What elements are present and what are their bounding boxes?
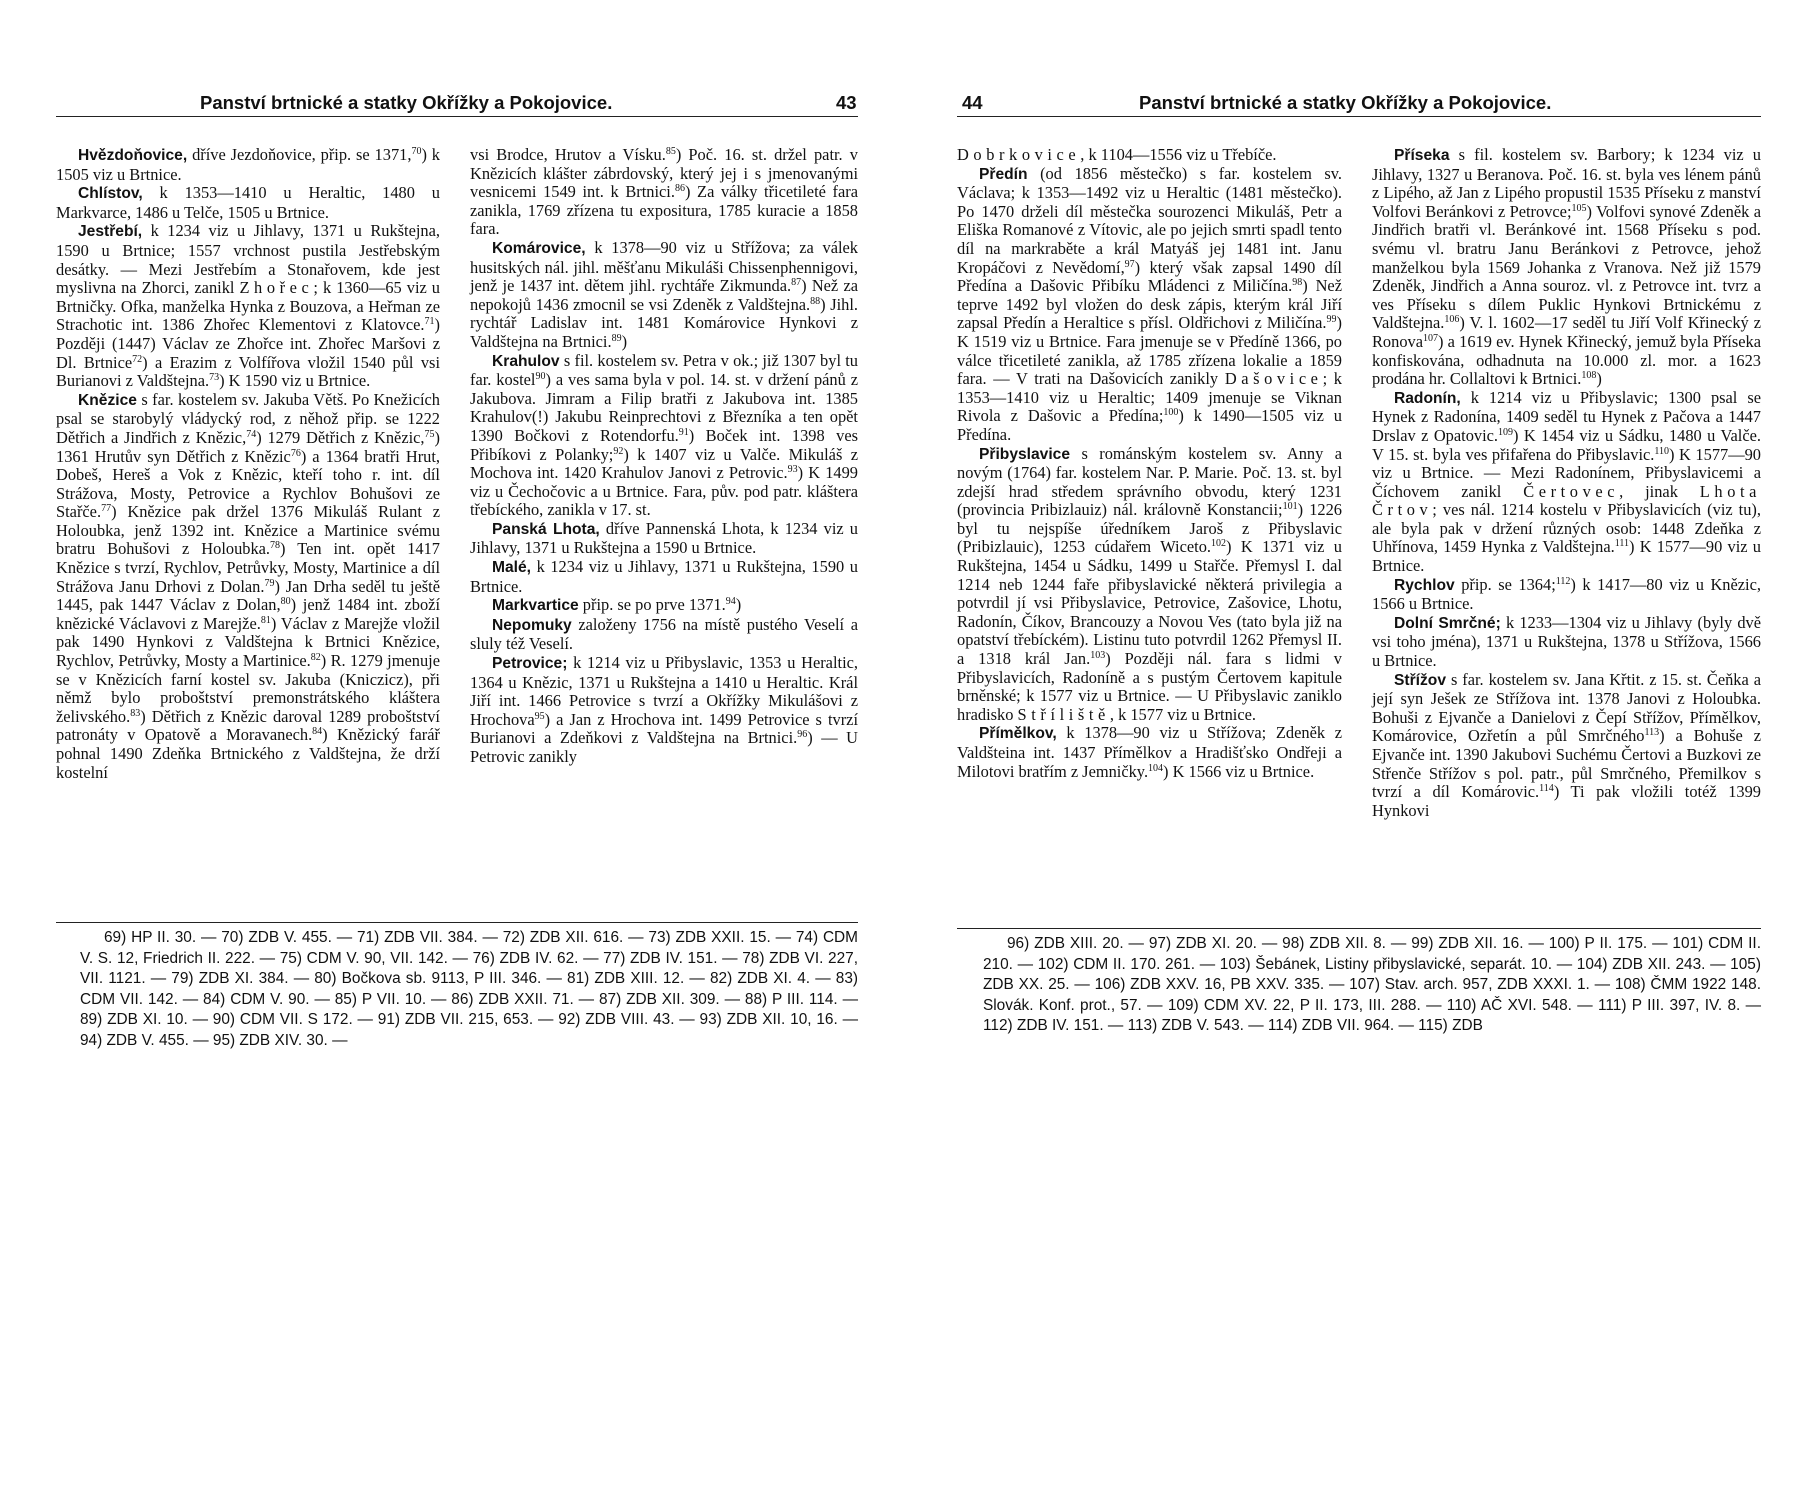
- text-run: ; ves nál. 1214 kostelu v Přibyslavicích (viz tu), ale byla pak v držení různých osob: 1448 Zdeňka z Uhřínova, 1459 Hynka z Valdštejna.: [1372, 500, 1761, 557]
- text-run: ) Později nál. fara s lidmi v Přibyslavicích, Radoníně a s pustým Čertovem kapitule brněnské; k 1577 viz u Brtnice. — U Přibyslavic zaniklo hradisko: [957, 649, 1343, 724]
- footnote-marker: 104: [1148, 762, 1164, 774]
- text-run: ) 1226 byl tu nejspíše úředníkem Jaroš z Přibyslavic (Pribizlauic), 1253 cúdařem Wiceto.: [957, 500, 1342, 557]
- paragraph: [56, 391, 440, 782]
- text-run: ) Než za nepokojů 1436 zmocnil se vsi Zdeněk z Valdštejna.: [470, 276, 858, 314]
- entry-headword: Předín: [979, 165, 1028, 183]
- footnote-marker: 110: [1654, 445, 1670, 457]
- text-run: ) K 1499 viz u Čechočovic a u Brtnice. Fara, pův. pod patr. kláštera třebíckého, zanikla v 17. st.: [470, 463, 858, 520]
- left-running-header: Panství brtnické a statky Okřížky a Pokojovice.: [200, 92, 613, 113]
- text-run: ) který však zapsal 1490 díl Předína a Dašovic Přibíku Mládenci z Miličína.: [957, 257, 1342, 296]
- text-run: ) a Bohuše z Ejvanče int. 1390 Jakubovi Suchému Čertovi a Buzkovi ze Střenče Střížov s pol. patr., půl Smrčného, Přemilkov s tvrzí a díl Komárovic.: [1372, 726, 1761, 802]
- text-run: s far. kostelem sv. Jana Křtit. z 15. st. Čeňka a její syn Ješek ze Střížova int. 1378 Janovi z Holoubka. Bohuši z Ejvanče a Danielovi z Čepí Střížov, Přímělkov, Komárovice, Ozřetín a půl Smrčného: [1372, 669, 1761, 746]
- footnote-marker: 79: [264, 577, 275, 589]
- text-run: vsi Brodce, Hrutov a Vísku.: [470, 145, 666, 164]
- paragraph: [470, 616, 858, 654]
- footnote-marker: 76: [290, 447, 301, 459]
- paragraph: [470, 596, 858, 616]
- text-run: ) Volfovi synové Zdeněk a Jindřich bratři vl. Beránkové int. 1568 Příseku s pod. svému vl. bratru Janu Beránkovi z Petrovce, jehož manželkou byla 1569 Johanka z Vranova. Než již 1579 Zdeněk, Jindřich a Anna souroz. vl. z Petrovce int. tvrz a ves Příseku s dílem Puklic Hynkovi Brtnickému z Valdštejna.: [1372, 201, 1761, 333]
- footnote-marker: 73: [209, 372, 220, 384]
- footnote-marker: 91: [678, 426, 689, 438]
- footnote-marker: 96: [797, 729, 808, 741]
- text-run: ): [621, 331, 628, 351]
- paragraph: [1372, 671, 1761, 821]
- text-run: k 1378—90 viz u Střížova; Zdeněk z Valdšteina int. 1437 Přímělkov a Hradišťsko Ondřeji a Milotovi bratřím z Jemničky.: [957, 723, 1342, 781]
- text-run: , jinak: [1619, 481, 1700, 501]
- text-run: přip. se po prve 1371.: [578, 595, 726, 615]
- footnote-marker: 72: [132, 353, 143, 365]
- text-run: k 1214 viz u Přibyslavic, 1353 u Heraltic, 1364 u Knězic, 1371 u Rukštejna a 1410 u Heraltic. Král Jiří int. 1466 Petrovice s tvrzí a Okřížky Mikulášovi z Hrochova: [470, 653, 858, 729]
- entry-headword: Komárovice,: [492, 239, 586, 257]
- spaced-place-name: Dašovice: [1224, 369, 1323, 389]
- text-run: ) Jihl. rychtář Ladislav int. 1481 Komárovice Hynkovi z Valdštejna na Brtnici.: [470, 294, 858, 351]
- left-footnote-rule: [56, 922, 858, 923]
- text-run: ) jenž 1484 int. zboží knězické Václavovi z Marejže.: [56, 595, 441, 633]
- footnote-marker: 85: [665, 146, 676, 157]
- footnote-marker: 111: [1614, 538, 1630, 550]
- footnote-marker: 88: [810, 295, 821, 307]
- entry-headword: Markvartice: [492, 597, 579, 615]
- spaced-place-name: Zhořec: [239, 278, 314, 298]
- footnote-marker: 86: [674, 183, 685, 195]
- left-footnotes-text: 69) HP II. 30. — 70) ZDB V. 455. — 71) ZDB VII. 384. — 72) ZDB XII. 616. — 73) ZDB XXII. 15. — 74) CDM V. S. 12, Friedrich II. 222. — 75) CDM V. 90, VII. 142. — 76) ZDB IV. 62. — 77) ZDB IV. 151. — 78) ZDB VI. 227, VII. 1121. — 79) ZDB XI. 384. — 80) Bočkova sb. 9113, P III. 346. — 81) ZDB XIII. 12. — 82) ZDB XI. 4. — 83) CDM VII. 142. — 84) CDM V. 90. — 85) P VII. 10. — 86) ZDB XXII. 71. — 87) ZDB XII. 309. — 88) P III. 114. — 89) ZDB XI. 10. — 90) CDM VII. S 172. — 91) ZDB VII. 215, 653. — 92) ZDB VIII. 43. — 93) ZDB XII. 10, 16. — 94) ZDB V. 455. — 95) ZDB XIV. 30. —: [80, 929, 858, 1049]
- text-run: ) K 1577—90 viz u Brtnice. — Mezi Radonínem, Přibyslavicemi a Číchovem zanikl: [1372, 444, 1761, 501]
- footnote-marker: 93: [787, 464, 798, 476]
- text-run: (od 1856 městečko) s far. kostelem sv. Václava; k 1353—1492 viz u Heraltic (1481 městečko). Po 1470 drželi díl městečka sourozenci Mikuláš, Petr a Eliška Romanové z Vítovic, ale po jejich smrti spadl tento díl na markraběte a král Matyáš jej 1481 int. Janu Kropáčovi z Nevědomí,: [957, 163, 1342, 277]
- paragraph: [56, 184, 440, 222]
- right-footnotes-text: 96) ZDB XIII. 20. — 97) ZDB XI. 20. — 98) ZDB XII. 8. — 99) ZDB XII. 16. — 100) P II. 175. — 101) CDM II. 210. — 102) CDM II. 170. 261. — 103) Šebánek, Listiny přibyslavické, separát. 10. — 104) ZDB XII. 243. — 105) ZDB XX. 25. — 106) ZDB XXV. 16, PB XXV. 335. — 107) Stav. arch. 957, ZDB XXXI. 1. — 108) ČMM 1922 148. Slovák. Konf. prot., 57. — 109) CDM XV. 22, P II. 173, III. 288. — 110) AČ XVI. 548. — 111) P III. 397, IV. 8. — 112) ZDB IV. 151. — 113) ZDB V. 543. — 114) ZDB VII. 964. — 115) ZDB: [983, 935, 1761, 1035]
- footnote-marker: 70: [411, 146, 422, 157]
- left-page-column-1: [56, 146, 440, 782]
- paragraph: [470, 239, 858, 352]
- text-run: s románským kostelem sv. Anny a novým (1764) far. kostelem Nar. P. Marie. Poč. 13. st. byl zdejší hrad středem správního obvodu, který 1231 (provincia Pribizlauiz) nál. královně Konstancii;: [957, 443, 1342, 520]
- footnote-marker: 90: [535, 371, 546, 383]
- text-run: ) Později (1447) Václav ze Zhořce int. Zhořec Maršovi z Dl. Brtnice: [56, 315, 440, 372]
- text-run: s fil. kostelem sv. Petra v ok.; již 1307 byl tu far. kostel: [470, 350, 858, 390]
- footnote-marker: 97: [1124, 258, 1135, 270]
- text-run: ) R. 1279 jmenuje se v Knězicích farní kostel sv. Jakuba (Kniczicz), při němž bylo proboštství premonstrátského kláštera želivského.: [56, 651, 440, 726]
- footnote-marker: 99: [1326, 314, 1337, 326]
- entry-headword: Jestřebí,: [78, 223, 143, 241]
- text-run: ) V. l. 1602—17 seděl tu Jiří Volf Křinecký z Ronova: [1372, 313, 1761, 351]
- paragraph: [1372, 576, 1761, 614]
- text-run: ) — U Petrovic zanikly: [470, 728, 858, 766]
- text-run: ) Než teprve 1492 byl vložen do desk zápis, kterým král Jiří zapsal Předín a Heraltice s přísl. Oldřichovi z Miličína.: [957, 276, 1342, 333]
- footnote-marker: 77: [101, 503, 112, 515]
- entry-headword: Knězice: [78, 391, 137, 409]
- text-run: s fil. kostelem sv. Barbory; k 1234 viz u Jihlavy, 1327 u Beranova. Poč. 16. st. byla ves lénem pánů z Lipého, až Jan z Lipého propustil 1535 Příseku z manství Volfovi Beránkovi z Petrovce;: [1372, 145, 1761, 221]
- text-run: ): [735, 595, 742, 615]
- right-footnotes: [983, 934, 1761, 1037]
- text-run: přip. se 1364;: [1454, 574, 1556, 594]
- text-run: ) K 1371 viz u Rukštejna, 1454 u Sádku, 1499 u Stařče. Přemysl I. dal 1214 neb 1244 faře přibyslavické některá privilegia a potvrdil jí vsi Přibyslavice, Petrovice, Zašovice, Lhotu, Radonín, Číkov, Brancouzy a Novou Ves (tato byla již na opatství třebíckém). Listinu tuto potvrdil 1262 Přemysl II. a 1318 král Jan.: [957, 537, 1343, 669]
- right-footnote-rule: [957, 928, 1761, 929]
- footnote-marker: 80: [280, 596, 291, 608]
- footnote-marker: 75: [424, 428, 435, 440]
- text-run: ) a Erazim z Volfířova vložil 1540 půl vsi Burianovi z Valdštejna.: [56, 352, 440, 391]
- spaced-place-name: Čertovec: [1523, 481, 1620, 501]
- text-run: ) a Jan z Hrochova int. 1499 Petrovice s tvrzí Burianovi a Zdeňkovi z Valdštejna na Brtnici.: [470, 709, 858, 748]
- text-run: , k 1577 viz u Brtnice.: [1109, 704, 1256, 724]
- text-run: ) K 1566 viz u Brtnice.: [1163, 761, 1315, 781]
- right-header-rule: [957, 116, 1761, 117]
- text-run: k 1353—1410 u Heraltic, 1480 u Markvarce, 1486 u Telče, 1505 u Brtnice.: [56, 183, 440, 222]
- text-run: ): [1596, 369, 1602, 389]
- entry-headword: Přímělkov,: [979, 725, 1057, 743]
- text-run: ) Poč. 16. st. držel patr. v Knězicích klášter zábrdovský, který jej i s jmenovanými vesnicemi 1549 int. k Brtnici.: [470, 145, 859, 202]
- footnote-marker: 113: [1644, 727, 1660, 739]
- text-run: ) Knězický farář pohnal 1490 Zdeňka Brtnického z Valdštejna, že drží kostelní: [56, 725, 440, 782]
- entry-headword: Rychlov: [1394, 576, 1455, 594]
- footnote-marker: 101: [1282, 501, 1298, 513]
- text-run: dříve Jezdoňovice, přip. se 1371,: [187, 145, 412, 164]
- footnote-marker: 87: [791, 277, 802, 289]
- entry-headword: Střížov: [1394, 671, 1446, 689]
- footnote-marker: 109: [1498, 426, 1514, 438]
- footnote-marker: 107: [1423, 332, 1438, 344]
- text-run: ; k 1353—1410 viz u Heraltic; 1409 jmenuje se Viknan Rivola z Dašovic a Předína;: [957, 369, 1342, 426]
- footnote-marker: 89: [611, 332, 622, 344]
- text-run: ) k 1490—1505 viz u Předína.: [957, 406, 1343, 444]
- text-run: k 1233—1304 viz u Jihlavy (byly dvě vsi toho jména), 1371 u Rukštejna, 1378 u Střížova, 1566 u Brtnice.: [1372, 612, 1761, 671]
- paragraph: [957, 724, 1342, 781]
- paragraph: [470, 146, 858, 239]
- paragraph: [1372, 389, 1761, 576]
- footnote-marker: 71: [424, 316, 435, 328]
- footnote-marker: 78: [270, 540, 281, 552]
- footnote-marker: 92: [613, 445, 624, 457]
- entry-headword: Panská Lhota,: [492, 520, 600, 538]
- footnote-marker: 98: [1292, 277, 1303, 289]
- spaced-place-name: Dobrkovice: [957, 145, 1081, 164]
- text-run: , k 1104—1556 viz u Třebíče.: [1080, 145, 1277, 164]
- text-run: založeny 1756 na místě pustého Veselí a sluly též Veselí.: [470, 614, 858, 654]
- footnote-marker: 114: [1539, 783, 1554, 795]
- text-run: ) k 1407 viz u Valče. Mikuláš z Mochova int. 1420 Krahulov Janovi z Petrovic.: [470, 444, 858, 483]
- text-run: ) Knězice pak držel 1376 Mikuláš Rulant z Holoubka, jenž 1392 int. Knězice a Martinice svému bratru Bohušovi z Holoubka.: [56, 502, 440, 559]
- paragraph: [1372, 146, 1761, 389]
- entry-headword: Chlístov,: [78, 185, 143, 203]
- footnote-marker: 82: [310, 652, 321, 664]
- text-run: ) k 1417—80 viz u Knězic, 1566 u Brtnice.: [1372, 574, 1761, 614]
- paragraph: [957, 445, 1342, 725]
- footnote-marker: 106: [1444, 314, 1460, 326]
- footnote-marker: 84: [312, 726, 323, 738]
- text-run: ; k 1360—65 viz u Brtničky. Ofka, manželka Hynka z Bouzova, a Heřman ze Strachotic int. 1386 Zhořec Klementovi z Klatovce.: [56, 278, 440, 335]
- text-run: ) k 1505 viz u Brtnice.: [56, 145, 440, 184]
- text-run: ) Václav z Marejže vložil pak 1490 Hynkovi z Valdštejna k Brtnici Knězice, Rychlov, Petrůvky, Mosty a Martinice.: [56, 613, 440, 671]
- text-run: ) Boček int. 1398 ves Přibíkovi z Polanky;: [470, 425, 858, 464]
- paragraph: [957, 146, 1342, 165]
- entry-headword: Malé,: [492, 559, 531, 577]
- footnote-marker: 81: [260, 614, 271, 626]
- entry-headword: Radonín,: [1394, 389, 1461, 407]
- text-run: ) Jan Drha seděl tu ještě 1445, pak 1447 Václav z Dolan,: [56, 576, 440, 615]
- paragraph: [957, 165, 1342, 445]
- footnote-marker: 108: [1581, 370, 1597, 382]
- paragraph: [470, 520, 858, 558]
- left-footnotes: [80, 928, 858, 1052]
- spaced-place-name: Lhota Črtov: [1372, 481, 1761, 520]
- text-run: k 1234 viz u Jihlavy, 1371 u Rukštejna, 1590 u Brtnice; 1557 vrchnost pustila Jestřebským desátky. — Mezi Jestřebím a Stonařovem, kde jest myslivna na Zhorci, zanikl: [56, 221, 440, 298]
- entry-headword: Přibyslavice: [979, 445, 1071, 463]
- text-run: ) 1361 Hrutův syn Dětřich z Knězic: [56, 427, 440, 466]
- footnote-marker: 112: [1555, 575, 1571, 587]
- footnote-marker: 103: [1090, 650, 1106, 662]
- paragraph: [56, 146, 440, 184]
- text-run: ) K 1454 viz u Sádku, 1480 u Valče. V 15. st. byla ves přifařena do Přibyslavic.: [1372, 425, 1761, 464]
- text-run: dříve Pannenská Lhota, k 1234 viz u Jihlavy, 1371 u Rukštejna a 1590 u Brtnice.: [470, 518, 858, 558]
- entry-headword: Petrovice;: [492, 655, 568, 673]
- paragraph: [470, 558, 858, 596]
- text-run: k 1378—90 viz u Střížova; za válek husitských nál. jihl. měšťanu Mikuláši Chissenphennigovi, jenž je 1437 int. dětem jihl. rychtáře Zikmunda.: [470, 237, 858, 296]
- footnote-marker: 74: [246, 428, 257, 440]
- paragraph: [470, 352, 858, 520]
- left-page-number: 43: [836, 92, 857, 113]
- text-run: ) a ves sama byla v pol. 14. st. v držení pánů z Jakubova. Jimram a Filip bratři z Jakubova int. 1385 Krahulov(!) Jakubu Reinprechtovi z Březníka a ten opět 1390 Bočkovi z Rotendorfu.: [470, 370, 858, 445]
- text-run: k 1234 viz u Jihlavy, 1371 u Rukštejna, 1590 u Brtnice.: [470, 557, 858, 596]
- text-run: ) a 1364 bratři Hrut, Dobeš, Hereš a Vok z Knězic, kteří toho r. int. díl Strážova, Mosty, Petrovice a Rychlov Bohušovi ze Stařče.: [56, 446, 441, 522]
- footnote-marker: 95: [534, 710, 545, 722]
- entry-headword: Příseka: [1394, 147, 1450, 164]
- text-run: ) K 1519 viz u Brtnice. Fara jmenuje se v Předíně 1366, po válce třicetileté zanikla, až 1785 zřízena lokalie a 1859 fara. — V trati na Dašovicích zanikly: [957, 313, 1342, 389]
- text-run: ) Ti pak vložili totéž 1399 Hynkovi: [1372, 782, 1761, 820]
- paragraph: [470, 654, 858, 767]
- right-page-column-1: [957, 146, 1342, 781]
- right-running-header: Panství brtnické a statky Okřížky a Pokojovice.: [1139, 92, 1552, 113]
- right-page-number: 44: [962, 92, 983, 113]
- footnote-marker: 105: [1571, 202, 1587, 214]
- footnote-marker: 100: [1163, 407, 1179, 419]
- paragraph: [1372, 614, 1761, 671]
- text-run: ) Dětřich z Knězic daroval 1289 proboštství patronáty v Opatově a Moravanech.: [56, 706, 440, 745]
- left-header-rule: [56, 116, 858, 117]
- text-run: ) Za války třicetileté fara zanikla, 1769 zřízena tu expositura, 1785 kuracie a 1858 fara.: [470, 182, 858, 239]
- footnote-marker: 94: [725, 596, 736, 608]
- entry-headword: Hvězdoňovice,: [78, 147, 188, 164]
- text-run: ) 1279 Dětřich z Knězic,: [256, 427, 425, 447]
- right-page-column-2: [1372, 146, 1761, 820]
- spaced-place-name: Stříliště: [1017, 704, 1110, 724]
- footnote-marker: 83: [130, 707, 141, 719]
- footnote-marker: 102: [1210, 538, 1226, 550]
- entry-headword: Krahulov: [492, 352, 560, 370]
- text-run: ) K 1590 viz u Brtnice.: [219, 371, 371, 391]
- text-run: ) K 1577—90 viz u Brtnice.: [1372, 537, 1761, 576]
- text-run: ) a 1619 ev. Hynek Křinecký, jemuž byla Příseka konfiskována, odhadnuta na 10.000 zl. mor. a 1623 prodána hr. Collaltovi k Brtnici.: [1372, 331, 1761, 389]
- text-run: ) Ten int. opět 1417 Knězice s tvrzí, Rychlov, Petrůvky, Mosty, Martinice a díl Strážova Janu Drhovi z Dolan.: [56, 539, 440, 596]
- entry-headword: Dolní Smrčné;: [1394, 614, 1501, 632]
- entry-headword: Nepomuky: [492, 616, 572, 634]
- left-page-column-2: [470, 146, 858, 767]
- text-run: k 1214 viz u Přibyslavic; 1300 psal se Hynek z Radonína, 1409 seděl tu Hynek z Pačova a 1447 Drslav z Opatovic.: [1372, 387, 1761, 445]
- paragraph: [56, 222, 440, 390]
- text-run: s far. kostelem sv. Jakuba Větš. Po Knežicích psal se starobylý vládycký rod, z něhož přip. se 1222 Dětřich a Jindřich z Knězic,: [56, 389, 440, 447]
